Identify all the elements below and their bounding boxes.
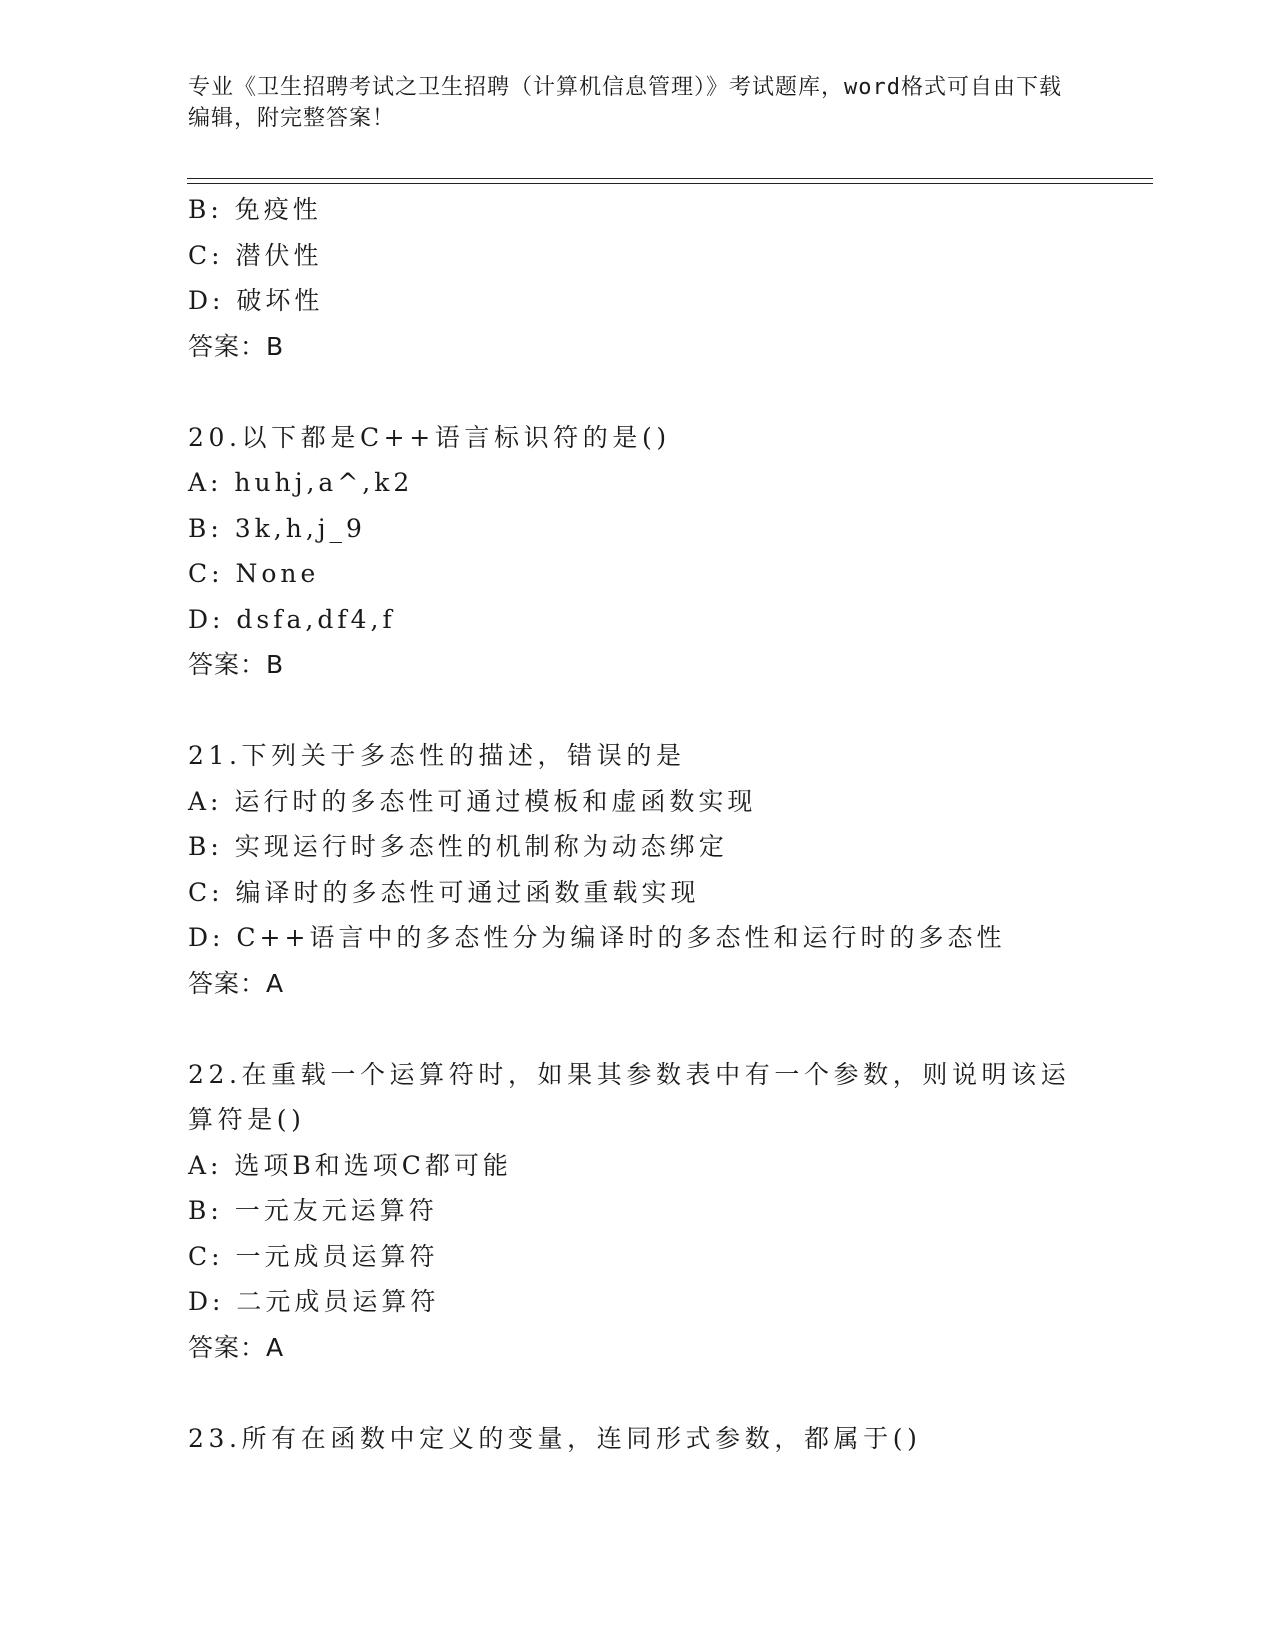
question-stem: 20.以下都是C++语言标识符的是() [188,422,671,452]
header-divider-top [187,178,1153,179]
document-header: 专业《卫生招聘考试之卫生招聘（计算机信息管理）》考试题库，word格式可自由下载编辑，附完整答案！ [188,75,1062,131]
question-23 [188,1416,1088,1462]
question-20 [188,415,1088,688]
question-stem: 23.所有在函数中定义的变量，连同形式参数，都属于() [188,1423,922,1453]
question-stem: 21.下列关于多态性的描述，错误的是 [188,741,686,770]
answer-line: 答案：B [188,650,285,679]
answer-line: 答案：A [188,968,285,998]
spacer [188,1370,1088,1416]
answer-line: 答案：B [188,331,285,361]
option-d: D: C++语言中的多态性分为编译时的多态性和运行时的多态性 [188,923,1006,952]
option-c: C: 编译时的多态性可通过函数重载实现 [188,877,700,907]
option-c: C: 一元成员运算符 [188,1241,439,1271]
spacer [188,688,1088,734]
option-d: D: dsfa,df4,f [188,604,396,634]
header-divider-bottom [187,183,1153,184]
spacer [188,369,1088,415]
question-stem: 22.在重载一个运算符时，如果其参数表中有一个参数，则说明该运算符是() [188,1059,1071,1134]
option-d: D: 二元成员运算符 [188,1287,440,1316]
option-c: C: None [188,559,320,588]
spacer [188,1006,1088,1052]
option-a: A: huhj,a^,k2 [188,468,414,497]
option-a: A: 运行时的多态性可通过模板和虚函数实现 [188,786,757,816]
question-21 [188,733,1088,1006]
option-c: C: 潜伏性 [188,240,323,270]
option-b: B: 实现运行时多态性的机制称为动态绑定 [188,832,728,861]
option-b: B: 免疫性 [188,195,322,224]
option-d: D: 破坏性 [188,286,324,315]
question-content [188,187,1088,1461]
question-22 [188,1052,1088,1371]
answer-line: 答案：A [188,1332,285,1362]
option-b: B: 3k,h,j_9 [188,513,366,543]
option-b: B: 一元友元运算符 [188,1196,438,1225]
option-a: A: 选项B和选项C都可能 [188,1150,512,1180]
previous-question-tail [188,187,1088,369]
